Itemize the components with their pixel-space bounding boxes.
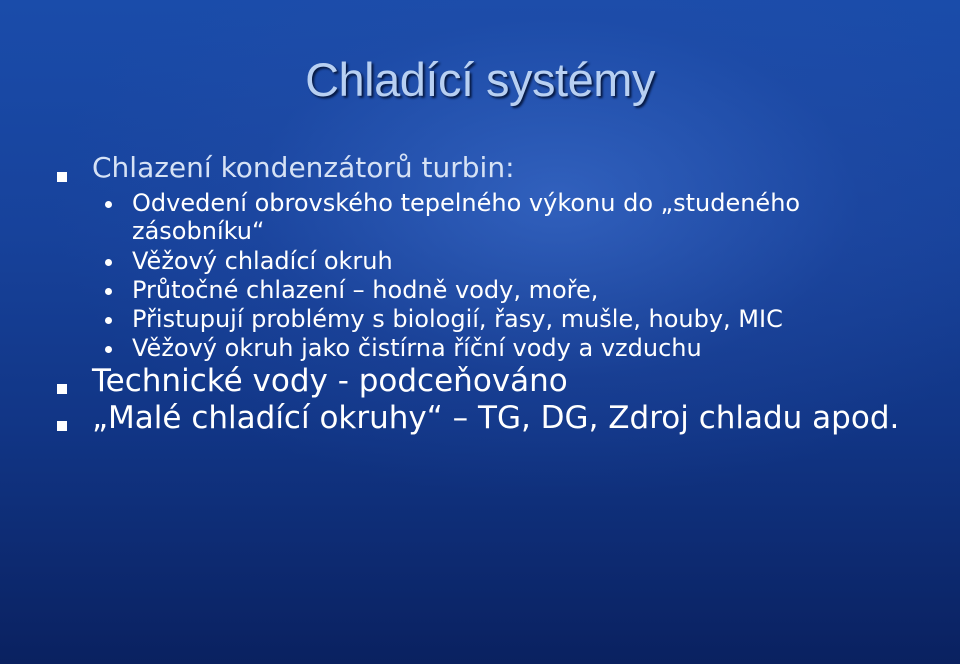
slide-title: Chladící systémy <box>305 53 655 106</box>
bullet-text: „Malé chladící okruhy“ – TG, DG, Zdroj chladu apod. <box>92 399 900 436</box>
sub-bullet-text: Přistupují problémy s biologií, řasy, mušle, houby, MIC <box>132 304 783 333</box>
bullet-item <box>50 152 930 183</box>
round-bullet-icon <box>105 201 112 208</box>
sub-bullet-text: Průtočné chlazení – hodně vody, moře, <box>132 275 599 304</box>
bullet-text: Chlazení kondenzátorů turbin: <box>92 151 515 184</box>
bullet-text: Technické vody - podceňováno <box>92 362 568 399</box>
sub-bullet-item <box>50 189 930 245</box>
sub-bullet-text: Odvedení obrovského tepelného výkonu do „studeného zásobníku“ <box>132 189 801 246</box>
bullet-list <box>50 152 930 435</box>
sub-bullet-text: Věžový okruh jako čistírna říční vody a vzduchu <box>132 333 702 362</box>
round-bullet-icon <box>105 259 112 266</box>
sub-bullet-item <box>50 276 930 304</box>
sub-bullet-item <box>50 305 930 333</box>
round-bullet-icon <box>105 346 112 353</box>
round-bullet-icon <box>105 288 112 295</box>
bullet-item <box>50 364 930 399</box>
sub-bullet-text: Věžový chladící okruh <box>132 246 393 275</box>
square-bullet-icon <box>57 172 67 182</box>
sub-bullet-item <box>50 247 930 275</box>
round-bullet-icon <box>105 317 112 324</box>
square-bullet-icon <box>57 421 67 431</box>
square-bullet-icon <box>57 384 67 394</box>
bullet-item <box>50 401 930 436</box>
sub-bullet-item <box>50 334 930 362</box>
